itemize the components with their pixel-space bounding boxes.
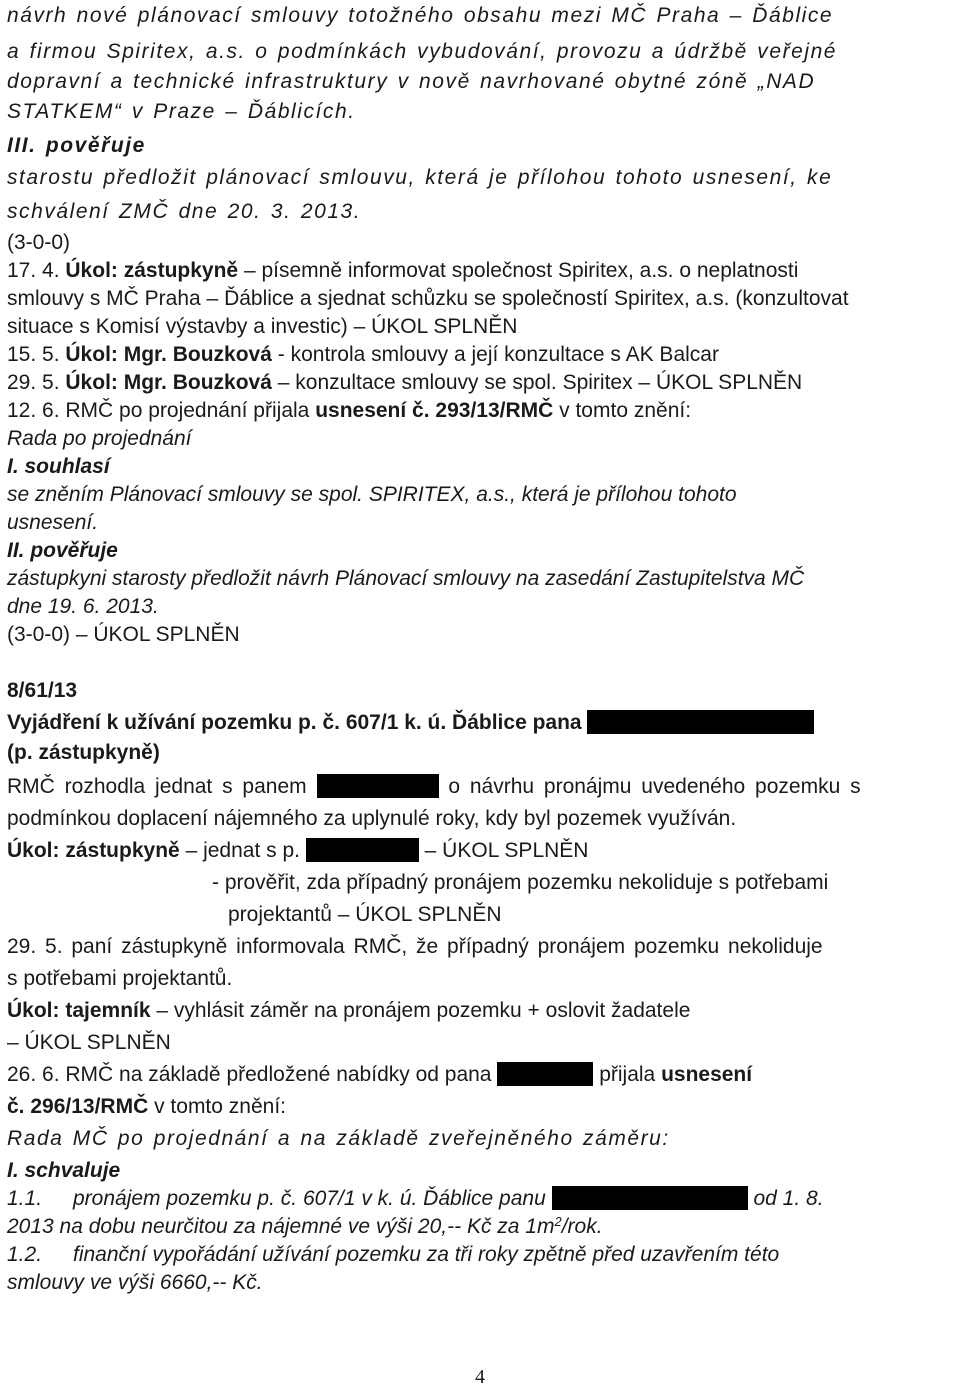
list-text: pronájem pozemku p. č. 607/1 v k. ú. Ďáblice panu <box>73 1187 546 1210</box>
task-text: - kontrola smlouvy a její konzultace s AK Balcar <box>277 343 719 366</box>
text-segment: o návrhu pronájmu uvedeného pozemku s <box>448 775 861 798</box>
redacted-block <box>587 710 814 734</box>
task-status: – ÚKOL SPLNĚN <box>424 839 589 862</box>
text-line: STATKEM“ v Praze – Ďáblicích. <box>7 100 356 123</box>
redacted-block <box>306 838 419 862</box>
text-line <box>7 1062 752 1088</box>
text-line: 29. 5. paní zástupkyně informovala RMČ, že případný pronájem pozemku nekoliduje <box>7 935 823 958</box>
text-line: dopravní a technické infrastruktury v nově navrhované obytné zóně „NAD <box>7 70 816 93</box>
section-heading: I. schvaluje <box>7 1159 121 1182</box>
text-segment: 26. 6. RMČ na základě předložené nabídky od pana <box>7 1063 492 1086</box>
agenda-item-number: 8/61/13 <box>7 679 78 702</box>
agenda-item-title <box>7 710 814 736</box>
section-heading: I. souhlasí <box>7 455 110 478</box>
text-segment: 12. 6. RMČ po projednání přijala <box>7 399 310 422</box>
resolution-number: usnesení č. 293/13/RMČ <box>315 399 554 422</box>
task-text: – jednat s p. <box>185 839 300 862</box>
task-line <box>7 342 719 368</box>
task-line <box>7 998 690 1024</box>
title-text: Vyjádření k užívání pozemku p. č. 607/1 k. ú. Ďáblice pana <box>7 711 582 734</box>
list-text: finanční vypořádání užívání pozemku za tři roky zpětně před uzavřením této <box>73 1243 780 1266</box>
text-line: Rada MČ po projednání a na základě zveřejněného záměru: <box>7 1127 670 1150</box>
text-line: a firmou Spiritex, a.s. o podmínkách vybudování, provozu a údržbě veřejné <box>7 40 838 63</box>
list-item <box>7 1186 824 1212</box>
list-number: 1.1. <box>7 1187 43 1210</box>
text-segment: /rok. <box>561 1215 603 1238</box>
list-number: 1.2. <box>7 1243 43 1266</box>
text-line: projektantů – ÚKOL SPLNĚN <box>228 903 502 926</box>
redacted-block <box>317 774 439 798</box>
list-item <box>7 1242 779 1268</box>
text-line: - prověřit, zda případný pronájem pozemku nekoliduje s potřebami <box>212 871 829 894</box>
text-line <box>7 398 691 424</box>
text-line: podmínkou doplacení nájemného za uplynulé roky, kdy byl pozemek využíván. <box>7 807 737 830</box>
resolution-number: usnesení <box>661 1063 753 1086</box>
text-line: smlouvy s MČ Praha – Ďáblice a sjednat schůzku se společností Spiritex, a.s. (konzultovat <box>7 287 849 310</box>
task-label: Úkol: zástupkyně <box>7 839 180 862</box>
task-date: 17. 4. <box>7 259 60 282</box>
agenda-item-presenter: (p. zástupkyně) <box>7 741 160 764</box>
text-line: dne 19. 6. 2013. <box>7 595 159 618</box>
text-segment: přijala <box>599 1063 656 1086</box>
text-line: schválení ZMČ dne 20. 3. 2013. <box>7 200 362 223</box>
text-line: situace s Komisí výstavby a investic) – ÚKOL SPLNĚN <box>7 315 518 338</box>
text-line: smlouvy ve výši 6660,-- Kč. <box>7 1271 263 1294</box>
text-line: zástupkyni starosty předložit návrh Plánovací smlouvy na zasedání Zastupitelstva MČ <box>7 567 805 590</box>
section-heading: II. pověřuje <box>7 539 118 562</box>
text-line <box>7 1094 286 1120</box>
task-label: Úkol: tajemník <box>7 999 151 1022</box>
task-text: – konzultace smlouvy se spol. Spiritex – ÚKOL SPLNĚN <box>277 371 803 394</box>
resolution-number: č. 296/13/RMČ <box>7 1095 149 1118</box>
vote-result: (3-0-0) – ÚKOL SPLNĚN <box>7 623 240 646</box>
task-text: – písemně informovat společnost Spiritex, a.s. o neplatnosti <box>243 259 799 282</box>
text-line: se zněním Plánovací smlouvy se spol. SPIRITEX, a.s., která je přílohou tohoto <box>7 483 737 506</box>
text-line <box>7 1214 603 1240</box>
task-line <box>7 370 802 396</box>
task-date: 15. 5. <box>7 343 60 366</box>
superscript: 2 <box>554 1214 562 1229</box>
text-line: usnesení. <box>7 511 99 534</box>
task-line <box>7 838 588 864</box>
page-number: 4 <box>475 1366 485 1388</box>
list-text: od 1. 8. <box>753 1187 824 1210</box>
task-label: Úkol: zástupkyně <box>65 259 239 282</box>
task-text: – vyhlásit záměr na pronájem pozemku + oslovit žadatele <box>156 999 691 1022</box>
text-line <box>7 774 861 800</box>
vote-result: (3-0-0) <box>7 231 71 254</box>
task-label: Úkol: Mgr. Bouzková <box>65 371 272 394</box>
text-line: Rada po projednání <box>7 427 192 450</box>
text-line: návrh nové plánovací smlouvy totožného obsahu mezi MČ Praha – Ďáblice <box>7 4 834 27</box>
task-date: 29. 5. <box>7 371 60 394</box>
redacted-block <box>497 1062 593 1086</box>
task-status: – ÚKOL SPLNĚN <box>7 1031 171 1054</box>
text-segment: v tomto znění: <box>559 399 692 422</box>
text-line: s potřebami projektantů. <box>7 967 233 990</box>
text-segment: RMČ rozhodla jednat s panem <box>7 775 307 798</box>
text-line: starostu předložit plánovací smlouvu, která je přílohou tohoto usnesení, ke <box>7 166 833 189</box>
task-label: Úkol: Mgr. Bouzková <box>65 343 272 366</box>
text-segment: v tomto znění: <box>154 1095 286 1118</box>
text-segment: 2013 na dobu neurčitou za nájemné ve výši 20,-- Kč za 1m <box>7 1215 555 1238</box>
section-heading: III. pověřuje <box>7 134 146 157</box>
redacted-block <box>552 1186 748 1210</box>
task-line <box>7 258 798 284</box>
